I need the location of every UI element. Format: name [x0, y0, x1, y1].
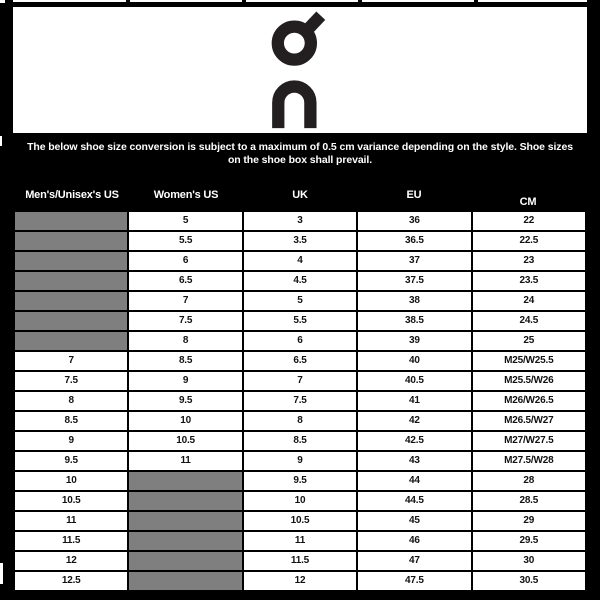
- table-cell: 25: [473, 332, 585, 350]
- table-cell: 7: [129, 292, 241, 310]
- table-cell: 7.5: [129, 312, 241, 330]
- table-cell: 29: [473, 512, 585, 530]
- table-cell: 10.5: [15, 492, 127, 510]
- table-cell: 42.5: [358, 432, 470, 450]
- empty-cell: [15, 312, 127, 330]
- table-cell: 8.5: [15, 412, 127, 430]
- table-cell: 8: [129, 332, 241, 350]
- column-header-mens-unisex-us: Men's/Unisex's US: [25, 189, 119, 201]
- empty-cell: [15, 272, 127, 290]
- scan-notch: [0, 0, 5, 3]
- column-header-eu: EU: [406, 189, 422, 201]
- on-logo-icon: [266, 11, 334, 130]
- table-cell: M26.5/W27: [473, 412, 585, 430]
- empty-cell: [129, 512, 241, 530]
- table-cell: 11.5: [244, 552, 356, 570]
- empty-cell: [15, 332, 127, 350]
- table-cell: 28: [473, 472, 585, 490]
- table-cell: 44: [358, 472, 470, 490]
- table-cell: M25/W25.5: [473, 352, 585, 370]
- table-cell: 6.5: [129, 272, 241, 290]
- table-cell: 5.5: [129, 232, 241, 250]
- table-cell: 5: [244, 292, 356, 310]
- table-cell: 5: [129, 212, 241, 230]
- table-cell: 8.5: [129, 352, 241, 370]
- empty-cell: [15, 252, 127, 270]
- empty-cell: [129, 472, 241, 490]
- table-cell: 9.5: [129, 392, 241, 410]
- table-cell: 10.5: [129, 432, 241, 450]
- table-cell: 7.5: [15, 372, 127, 390]
- table-cell: 9: [244, 452, 356, 470]
- table-cell: 6: [244, 332, 356, 350]
- table-cell: 43: [358, 452, 470, 470]
- empty-cell: [129, 572, 241, 590]
- table-cell: 24.5: [473, 312, 585, 330]
- empty-cell: [129, 492, 241, 510]
- empty-cell: [15, 232, 127, 250]
- table-cell: 3.5: [244, 232, 356, 250]
- table-cell: 30.5: [473, 572, 585, 590]
- table-cell: 28.5: [473, 492, 585, 510]
- table-header-row: [13, 184, 587, 210]
- scan-notch: [0, 136, 2, 146]
- table-cell: 23.5: [473, 272, 585, 290]
- table-cell: 37.5: [358, 272, 470, 290]
- table-cell: 7: [244, 372, 356, 390]
- table-cell: 10.5: [244, 512, 356, 530]
- table-cell: 40: [358, 352, 470, 370]
- column-header-cm: CM: [519, 196, 537, 208]
- table-cell: 12.5: [15, 572, 127, 590]
- table-cell: 10: [129, 412, 241, 430]
- table-cell: 9.5: [15, 452, 127, 470]
- table-cell: 42: [358, 412, 470, 430]
- table-cell: 30: [473, 552, 585, 570]
- table-cell: 47: [358, 552, 470, 570]
- column-header-womens-us: Women's US: [153, 189, 219, 201]
- table-cell: 12: [15, 552, 127, 570]
- column-header-uk: UK: [292, 189, 308, 201]
- table-cell: 9.5: [244, 472, 356, 490]
- table-cell: 10: [244, 492, 356, 510]
- table-cell: 44.5: [358, 492, 470, 510]
- table-cell: 24: [473, 292, 585, 310]
- table-cell: 9: [15, 432, 127, 450]
- table-cell: 4.5: [244, 272, 356, 290]
- table-cell: 3: [244, 212, 356, 230]
- table-cell: 12: [244, 572, 356, 590]
- table-cell: M27/W27.5: [473, 432, 585, 450]
- table-cell: 36.5: [358, 232, 470, 250]
- table-cell: M27.5/W28: [473, 452, 585, 470]
- empty-cell: [15, 212, 127, 230]
- empty-cell: [15, 292, 127, 310]
- empty-cell: [129, 532, 241, 550]
- table-cell: 29.5: [473, 532, 585, 550]
- table-cell: 39: [358, 332, 470, 350]
- table-cell: 9: [129, 372, 241, 390]
- table-cell: 11: [129, 452, 241, 470]
- table-cell: 4: [244, 252, 356, 270]
- table-cell: 7: [15, 352, 127, 370]
- table-cell: 10: [15, 472, 127, 490]
- table-cell: 36: [358, 212, 470, 230]
- top-edge-artifact: [13, 0, 587, 2]
- table-cell: 45: [358, 512, 470, 530]
- disclaimer-text: The below shoe size conversion is subject to a maximum of 0.5 cm variance depending on the style. Shoe sizes on the shoe box shall prevail.: [27, 141, 573, 166]
- table-cell: 8.5: [244, 432, 356, 450]
- table-cell: 41: [358, 392, 470, 410]
- table-cell: 11.5: [15, 532, 127, 550]
- table-cell: 7.5: [244, 392, 356, 410]
- table-cell: 46: [358, 532, 470, 550]
- table-cell: 11: [244, 532, 356, 550]
- table-cell: 38: [358, 292, 470, 310]
- table-cell: 8: [244, 412, 356, 430]
- table-cell: 5.5: [244, 312, 356, 330]
- scan-notch: [0, 563, 3, 584]
- table-cell: 37: [358, 252, 470, 270]
- table-cell: 22: [473, 212, 585, 230]
- table-cell: 38.5: [358, 312, 470, 330]
- table-cell: M26/W26.5: [473, 392, 585, 410]
- table-cell: 6.5: [244, 352, 356, 370]
- table-cell: 8: [15, 392, 127, 410]
- table-cell: 11: [15, 512, 127, 530]
- size-conversion-table: [13, 184, 587, 592]
- table-cell: M25.5/W26: [473, 372, 585, 390]
- table-cell: 47.5: [358, 572, 470, 590]
- logo-panel: [13, 7, 587, 133]
- table-cell: 23: [473, 252, 585, 270]
- table-cell: 40.5: [358, 372, 470, 390]
- table-cell: 6: [129, 252, 241, 270]
- table-body: [13, 210, 587, 592]
- empty-cell: [129, 552, 241, 570]
- table-cell: 22.5: [473, 232, 585, 250]
